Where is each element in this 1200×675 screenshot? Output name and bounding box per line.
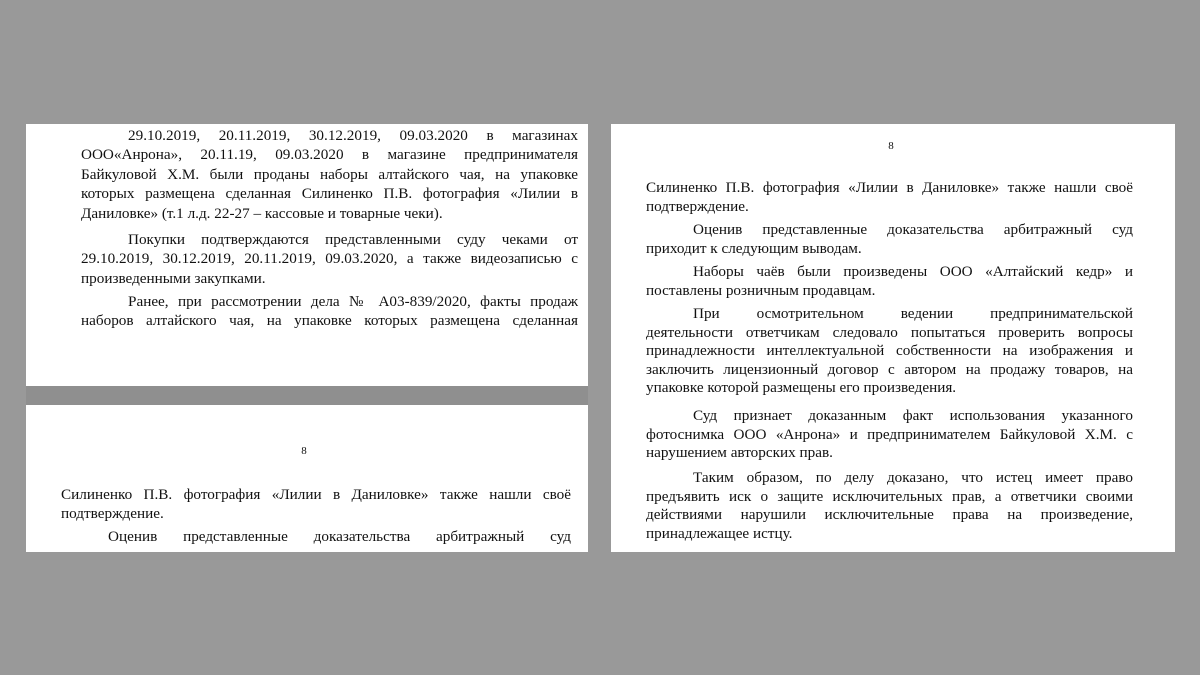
text-line: Таким образом, по делу доказано, что истец имеет право (693, 469, 1133, 486)
text-line: подтверждение. (61, 505, 164, 523)
text-line: фотоснимка ООО «Анрона» и предпринимателем Байкуловой Х.М. с (646, 425, 1133, 443)
left-bottom-paragraph-1 (61, 485, 571, 524)
text-line: Суд признает доказанным факт использования указанного (693, 407, 1133, 424)
text-line: нарушением авторских прав. (646, 444, 833, 462)
text-line: подтверждение. (646, 197, 749, 215)
left-paragraph-3 (81, 292, 578, 331)
left-top-page (26, 124, 588, 386)
text-line: Силиненко П.В. фотография «Лилии в Даниловке» также нашли своё (646, 179, 1133, 196)
left-bottom-paragraph-2 (61, 527, 571, 546)
text-line: Покупки подтверждаются представленными суду чеками от (128, 231, 578, 248)
text-line: которых размещена сделанная Силиненко П.В. фотография «Лилии в (81, 185, 578, 203)
page-break-gap (26, 386, 588, 405)
left-bottom-page (26, 405, 588, 552)
text-line: Ранее, при рассмотрении дела № А03-839/2020, факты продаж (128, 293, 578, 310)
text-line: ООО«Анрона», 20.11.19, 09.03.2020 в магазине предпринимателя (81, 146, 578, 164)
page-number: 8 (888, 140, 894, 152)
text-line: 29.10.2019, 20.11.2019, 30.12.2019, 09.03.2020 в магазинах (128, 127, 578, 144)
text-line: При осмотрительном ведении предпринимательской (693, 305, 1133, 322)
text-line: принадлежащее истцу. (646, 524, 793, 542)
left-document-panel (26, 124, 588, 552)
left-paragraph-2 (81, 230, 578, 288)
text-line: предъявить иск о защите исключительных прав, а ответчики своими (646, 487, 1133, 505)
right-paragraph-3 (646, 263, 1133, 300)
text-line: 29.10.2019, 30.12.2019, 20.11.2019, 09.03.2020, а также видеозаписью с (81, 250, 578, 268)
text-line: приходит к следующим выводам. (646, 239, 862, 257)
text-line: Даниловке» (т.1 л.д. 22-27 – кассовые и товарные чеки). (81, 204, 443, 222)
right-paragraph-6 (646, 469, 1133, 543)
text-line: Оценив представленные доказательства арбитражный суд (693, 221, 1133, 238)
text-line: действиями нарушили исключительные права на произведение, (646, 506, 1133, 524)
text-line: упаковке которой размещены его произведения. (646, 379, 957, 397)
text-line: деятельности ответчикам следовало попытаться проверить вопросы (646, 323, 1133, 341)
text-line: Силиненко П.В. фотография «Лилии в Даниловке» также нашли своё (61, 486, 571, 503)
text-line: наборов алтайского чая, на упаковке которых размещена сделанная (81, 312, 578, 330)
right-paragraph-4 (646, 305, 1133, 398)
text-line: Байкуловой Х.М. были проданы наборы алтайского чая, на упаковке (81, 165, 578, 183)
text-line: Наборы чаёв были произведены ООО «Алтайский кедр» и (693, 263, 1133, 280)
text-line: произведенными закупками. (81, 269, 266, 287)
page-number: 8 (301, 445, 307, 457)
text-line: поставлены розничным продавцам. (646, 281, 876, 299)
text-line: принадлежности интеллектуальной собственности на изображения и (646, 342, 1133, 360)
right-paragraph-1 (646, 179, 1133, 216)
right-document-page (611, 124, 1175, 552)
text-line: Оценив представленные доказательства арбитражный суд (108, 528, 571, 545)
right-paragraph-2 (646, 221, 1133, 258)
left-paragraph-1 (81, 126, 578, 223)
right-paragraph-5 (646, 407, 1133, 463)
text-line: заключить лицензионный договор с автором на продажу товаров, на (646, 360, 1133, 378)
